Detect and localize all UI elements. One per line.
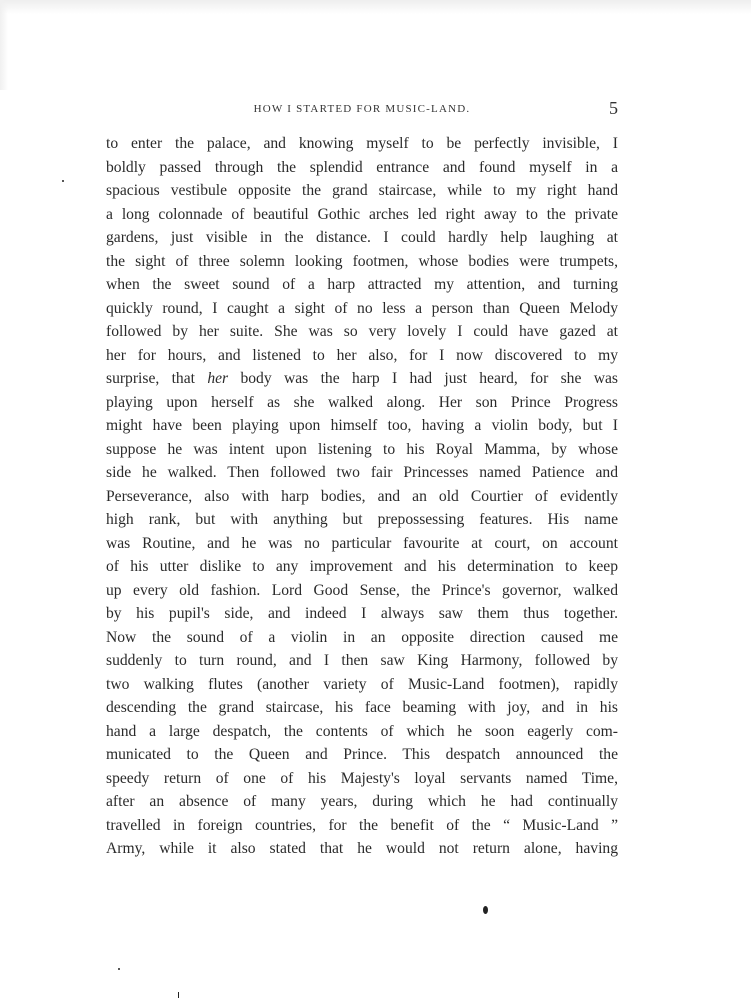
emphasis-her: her	[207, 370, 229, 387]
text-line: Now the sound of a violin in an opposite direction caused me	[106, 628, 618, 646]
text-line: followed by her suite. She was so very lovely I could have gazed at	[106, 323, 618, 340]
text-line: a long colonnade of beautiful Gothic arches led right away to the private	[106, 205, 618, 223]
text-line: high rank, but with anything but prepossessing features. His name	[106, 511, 618, 528]
text-line: spacious vestibule opposite the grand staircase, while to my right hand	[106, 182, 618, 199]
running-title: HOW I STARTED FOR MUSIC-LAND.	[253, 103, 471, 115]
ink-speck	[178, 992, 179, 998]
body-text	[106, 132, 618, 861]
text-line: hand a large despatch, the contents of which he soon eagerly com-	[106, 722, 618, 740]
text-line: suddenly to turn round, and I then saw King Harmony, followed by	[106, 652, 618, 669]
page-left-edge	[0, 0, 8, 90]
text-line: travelled in foreign countries, for the benefit of the “ Music-Land ”	[106, 816, 618, 834]
text-line: when the sweet sound of a harp attracted my attention, and turning	[106, 276, 618, 293]
text-line: might have been playing upon himself too, having a violin body, but I	[106, 417, 618, 434]
ink-speck	[483, 906, 488, 914]
text-line: quickly round, I caught a sight of no less a person than Queen Melody	[106, 299, 618, 317]
text-line: side he walked. Then followed two fair Princesses named Patience and	[106, 464, 618, 481]
text-line: Army, while it also stated that he would not return alone, having	[106, 840, 618, 857]
text-line: Perseverance, also with harp bodies, and an old Courtier of evidently	[106, 487, 618, 505]
text-line: descending the grand staircase, his face beaming with joy, and in his	[106, 699, 618, 716]
text-line: two walking flutes (another variety of Music-Land footmen), rapidly	[106, 675, 618, 693]
text-line: boldly passed through the splendid entrance and found myself in a	[106, 158, 618, 176]
text-line: by his pupil's side, and indeed I always saw them thus together.	[106, 605, 618, 622]
page-top-edge	[0, 0, 751, 14]
text-line: suppose he was intent upon listening to his Royal Mamma, by whose	[106, 440, 618, 458]
text-line: playing upon herself as she walked along. Her son Prince Progress	[106, 393, 618, 411]
running-head	[106, 100, 618, 118]
text-line: after an absence of many years, during which he had continually	[106, 793, 618, 810]
text-line: speedy return of one of his Majesty's loyal servants named Time,	[106, 769, 618, 787]
text-line-surprise	[106, 367, 618, 391]
surprise-before: surprise, that	[106, 370, 208, 387]
text-line: her for hours, and listened to her also, for I now discovered to my	[106, 346, 618, 364]
page-number: 5	[609, 98, 618, 118]
text-line: up every old fashion. Lord Good Sense, the Prince's governor, walked	[106, 581, 618, 599]
text-line: gardens, just visible in the distance. I could hardly help laughing at	[106, 229, 618, 246]
text-line: municated to the Queen and Prince. This despatch announced the	[106, 746, 618, 763]
text-line: to enter the palace, and knowing myself to be perfectly invisible, I	[106, 135, 618, 152]
text-line: of his utter dislike to any improvement and his determination to keep	[106, 558, 618, 575]
surprise-after: body was the harp I had just heard, for she was	[228, 370, 618, 387]
text-line: the sight of three solemn looking footmen, whose bodies were trumpets,	[106, 252, 618, 270]
ink-speck	[118, 968, 120, 970]
ink-speck	[62, 180, 64, 182]
text-line: was Routine, and he was no particular favourite at court, on account	[106, 534, 618, 552]
